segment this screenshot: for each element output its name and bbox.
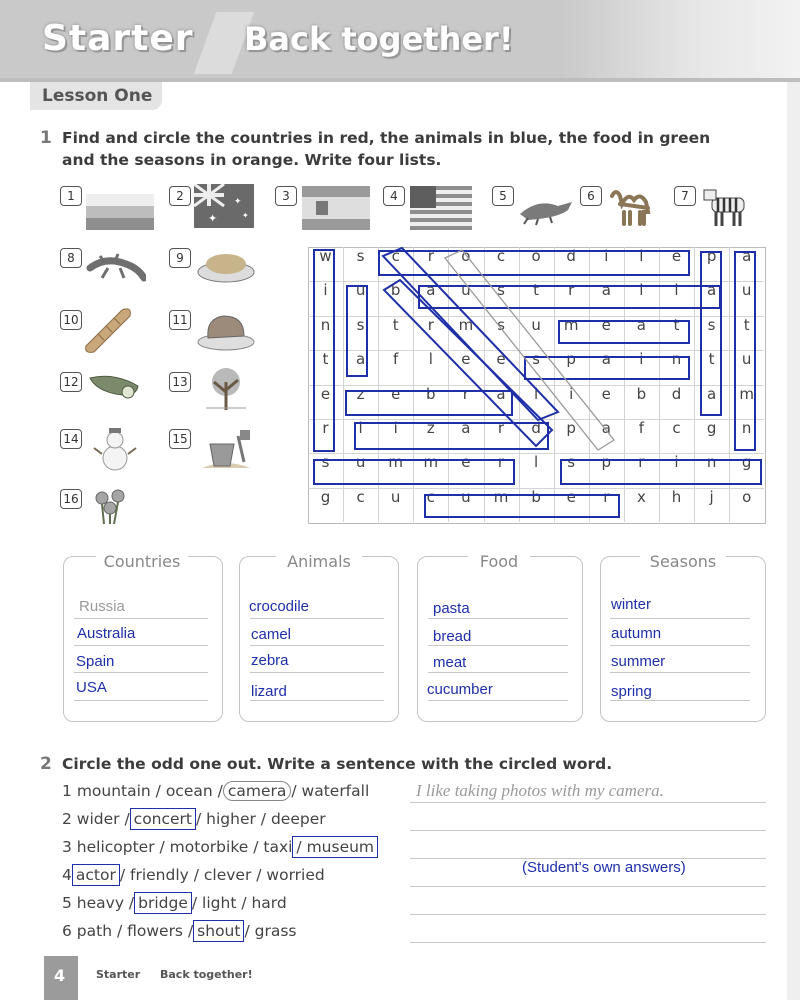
grid-letter: n <box>671 350 682 369</box>
own-answers-note: (Student's own answers) <box>522 859 686 876</box>
grid-letter: a <box>706 384 717 403</box>
answer-line <box>74 618 208 619</box>
grid-letter: t <box>673 315 680 334</box>
q1-instruction-1: Find and circle the countries in red, the animals in blue, the food in green <box>62 129 711 147</box>
countries-heading: Countries <box>96 552 188 574</box>
answer-line <box>428 700 568 701</box>
q2-row-3: 3 helicopter / motorbike / taxi / museum <box>62 838 378 856</box>
grid-letter: j <box>709 487 714 506</box>
q1-number: 1 <box>40 128 52 148</box>
grid-letter: l <box>639 281 644 300</box>
q2-row-2: 2 wider / concert / higher / deeper <box>62 810 326 828</box>
grid-letter: s <box>356 315 365 334</box>
grid-letter: x <box>636 487 646 506</box>
unit-label: Starter <box>42 18 194 59</box>
svg-text:✦: ✦ <box>208 213 218 225</box>
grid-letter: i <box>323 281 328 300</box>
animals-item: camel <box>251 626 292 643</box>
answer-line <box>428 672 568 673</box>
grid-letter: u <box>355 453 366 472</box>
grid-letter: s <box>356 247 365 265</box>
answer-line <box>610 700 750 701</box>
grid-letter: l <box>358 419 363 437</box>
grid-letter: c <box>356 487 365 506</box>
grid-letter: c <box>672 419 681 437</box>
grid-letter: r <box>427 315 434 334</box>
grid-letter: l <box>534 453 539 472</box>
grid-letter: a <box>601 419 611 437</box>
grid-letter: w <box>319 247 332 265</box>
grid-letter: s <box>567 453 576 472</box>
answer-line <box>250 645 384 646</box>
grid-letter: e <box>496 350 506 369</box>
grid-letter: t <box>708 350 715 369</box>
grid-letter: c <box>496 247 506 265</box>
picture-number: 1 <box>60 186 82 206</box>
grid-letter: s <box>321 453 330 472</box>
sentence-line <box>410 802 766 803</box>
grid-letter: a <box>636 315 646 334</box>
grid-letter: a <box>355 350 366 369</box>
sentence-line <box>410 914 766 915</box>
countries-item: Australia <box>77 625 136 642</box>
grid-letter: e <box>671 247 682 265</box>
q2-row-1: 1 mountain / ocean / camera / waterfall <box>62 782 370 800</box>
grid-letter: u <box>355 281 366 300</box>
picture-number: 2 <box>169 186 191 206</box>
answer-line <box>250 672 384 673</box>
grid-letter: l <box>639 247 644 265</box>
grid-letter: b <box>426 384 436 403</box>
grid-letter: e <box>601 384 611 403</box>
grid-letter: t <box>743 315 750 334</box>
grid-letter: u <box>390 487 401 506</box>
grid-letter: a <box>496 384 506 403</box>
picture-number: 15 <box>169 429 191 449</box>
answer-line <box>250 618 384 619</box>
grid-letter: f <box>393 350 399 369</box>
animals-item: zebra <box>251 652 289 669</box>
grid-letter: r <box>603 487 610 506</box>
picture-number: 12 <box>60 372 82 392</box>
grid-letter: e <box>391 384 401 403</box>
animals-heading: Animals <box>276 552 362 574</box>
answer-line <box>610 618 750 619</box>
answer-line <box>428 645 568 646</box>
circled-word: actor <box>72 864 120 886</box>
mark-camel <box>383 248 558 420</box>
circled-word: bridge <box>134 892 192 914</box>
grid-letter: b <box>390 281 401 300</box>
picture-number: 13 <box>169 372 191 392</box>
answer-line <box>74 645 208 646</box>
circled-word: shout <box>193 920 244 942</box>
grid-letter: a <box>601 350 611 369</box>
grid-letter: s <box>497 281 505 300</box>
seasons-item: autumn <box>611 625 662 642</box>
grid-letter: a <box>706 281 717 300</box>
footer-title: Back together! <box>160 968 253 981</box>
grid-letter: e <box>320 384 331 403</box>
grid-letter: c <box>426 487 435 506</box>
q2-row-4: 4 actor / friendly / clever / worried <box>62 866 325 884</box>
grid-letter: m <box>739 384 754 403</box>
q2-row-6: 6 path / flowers / shout / grass <box>62 922 297 940</box>
grid-letter: d <box>531 419 541 437</box>
q2-instruction: Circle the odd one out. Write a sentence with the circled word. <box>62 755 613 773</box>
grid-letter: i <box>674 453 679 472</box>
grid-letter: i <box>674 281 679 300</box>
circled-word: camera <box>223 781 292 801</box>
answer-line <box>250 700 384 701</box>
picture-number: 11 <box>169 310 191 330</box>
food-item: bread <box>433 628 472 645</box>
grid-letter: s <box>497 315 505 334</box>
picture-number: 5 <box>492 186 514 206</box>
grid-letter: z <box>426 419 435 437</box>
grid-letter: n <box>320 315 331 334</box>
grid-letter: i <box>569 384 574 403</box>
circled-word: concert <box>130 808 196 830</box>
grid-letter: u <box>531 315 541 334</box>
grid-letter: r <box>427 247 434 265</box>
sentence-line <box>410 886 766 887</box>
grid-letter: r <box>638 453 645 472</box>
animals-item: lizard <box>251 683 287 700</box>
grid-letter: p <box>566 419 576 437</box>
svg-text:✦: ✦ <box>234 196 242 206</box>
grid-letter: e <box>566 487 576 506</box>
food-item: cucumber <box>427 681 493 698</box>
grid-letter: r <box>497 419 505 437</box>
picture-number: 16 <box>60 489 82 509</box>
grid-letter: h <box>671 487 682 506</box>
food-item: meat <box>433 654 467 671</box>
mark-bread <box>384 280 552 446</box>
picture-number: 4 <box>383 186 405 206</box>
grid-letter: l <box>534 384 539 403</box>
grid-letter: i <box>604 247 609 265</box>
grid-letter: o <box>461 247 471 265</box>
grid-letter: e <box>461 453 471 472</box>
food-heading: Food <box>468 552 530 574</box>
grid-letter: r <box>322 419 329 437</box>
grid-letter: c <box>391 247 400 265</box>
svg-text:✦: ✦ <box>242 211 249 220</box>
grid-letter: n <box>706 453 717 472</box>
grid-letter: u <box>461 487 471 506</box>
picture-number: 10 <box>60 310 82 330</box>
grid-letter: t <box>322 350 329 369</box>
answer-line <box>74 700 208 701</box>
grid-letter: u <box>741 350 752 369</box>
grid-letter: s <box>707 315 716 334</box>
q2-number: 2 <box>40 754 52 774</box>
grid-letter: o <box>531 247 541 265</box>
grid-letter: r <box>568 281 575 300</box>
grid-letter: a <box>601 281 611 300</box>
countries-item: USA <box>76 679 107 696</box>
grid-letter: r <box>497 453 505 472</box>
grid-letter: n <box>741 419 752 437</box>
grid-letter: i <box>393 419 398 437</box>
grid-letter: r <box>462 384 469 403</box>
answer-line <box>610 672 750 673</box>
seasons-heading: Seasons <box>640 552 726 574</box>
picture-number: 7 <box>674 186 696 206</box>
grid-letter: u <box>741 281 752 300</box>
grid-letter: l <box>428 350 433 369</box>
example-sentence: I like taking photos with my camera. <box>416 781 664 800</box>
grid-letter: e <box>461 350 471 369</box>
q1-instruction-2: and the seasons in orange. Write four lists. <box>62 151 442 169</box>
grid-letter: d <box>671 384 682 403</box>
answer-line <box>74 672 208 673</box>
grid-letter: a <box>742 247 752 265</box>
sentence-line <box>410 942 766 943</box>
grid-letter: m <box>493 487 509 506</box>
grid-letter: g <box>320 487 331 506</box>
grid-letter: z <box>356 384 365 403</box>
page-number: 4 <box>54 966 66 985</box>
seasons-item: summer <box>611 653 666 670</box>
grid-letter: b <box>636 384 647 403</box>
grid-letter: g <box>706 419 717 437</box>
grid-letter: t <box>392 315 399 334</box>
grid-letter: t <box>533 281 540 300</box>
grid-letter: a <box>426 281 436 300</box>
picture-number: 6 <box>580 186 602 206</box>
grid-letter: o <box>742 487 752 506</box>
picture-number: 8 <box>60 248 82 268</box>
grid-letter: p <box>566 350 576 369</box>
grid-letter: s <box>532 350 540 369</box>
countries-item: Spain <box>76 653 115 670</box>
picture-number: 3 <box>275 186 297 206</box>
grid-letter: m <box>423 453 439 472</box>
sentence-line <box>410 830 766 831</box>
picture-number: 14 <box>60 429 82 449</box>
grid-letter: p <box>706 247 717 265</box>
q2-row-5: 5 heavy / bridge / light / hard <box>62 894 287 912</box>
grid-letter: i <box>639 350 644 369</box>
grid-letter: g <box>741 453 752 472</box>
seasons-item: winter <box>611 596 652 613</box>
answer-line <box>610 645 750 646</box>
grid-letter: u <box>461 281 471 300</box>
grid-letter: m <box>388 453 403 472</box>
lesson-title: Lesson One <box>42 86 153 106</box>
picture-number: 9 <box>169 248 191 268</box>
answer-line <box>428 618 568 619</box>
grid-letter: p <box>601 453 612 472</box>
grid-letter: d <box>566 247 576 265</box>
unit-title: Back together! <box>244 20 514 58</box>
grid-letter: a <box>461 419 471 437</box>
countries-example: Russia <box>79 598 125 615</box>
food-item: pasta <box>433 600 470 617</box>
seasons-item: spring <box>611 683 652 700</box>
circled-word: / museum <box>292 836 378 858</box>
grid-letter: b <box>531 487 541 506</box>
animals-item: crocodile <box>249 598 310 615</box>
footer-unit: Starter <box>96 968 141 981</box>
grid-letter: m <box>563 315 579 334</box>
grid-letter: m <box>458 315 474 334</box>
grid-letter: e <box>601 315 611 334</box>
grid-letter: f <box>638 419 645 437</box>
